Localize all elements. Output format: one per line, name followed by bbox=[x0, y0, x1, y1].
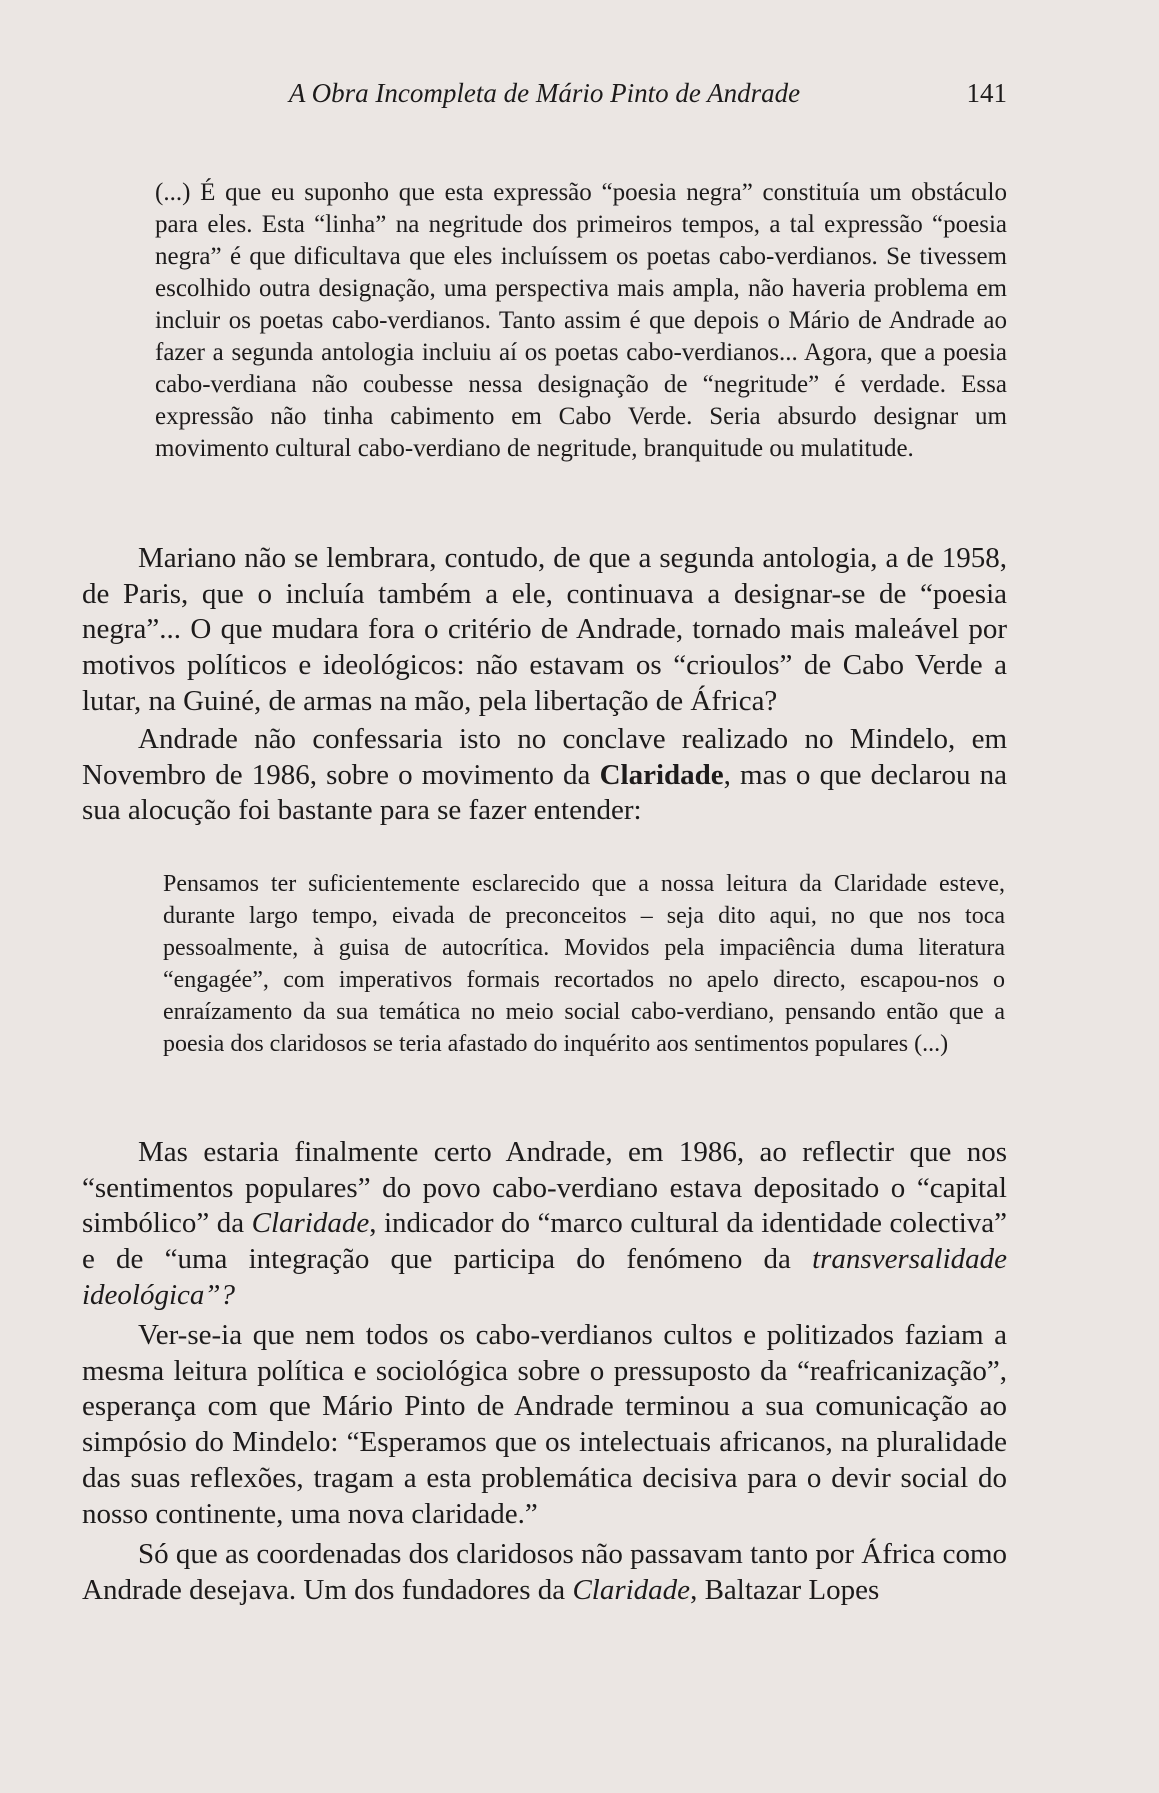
page-number: 141 bbox=[966, 78, 1007, 108]
block-quote-mariano: (...) É que eu suponho que esta expressão “poesia negra” constituía um obstáculo para eles. Esta “linha” na negritude dos primeiros tempos, a tal expressão “poesia negra” é que dificultava que eles incluíssem os poetas cabo-verdianos. Se tivessem escolhido outra designação, uma perspectiva mais ampla, não haveria problema em incluir os poetas cabo-verdianos. Tanto assim é que depois o Mário de Andrade ao fazer a segunda antologia incluiu aí os poetas cabo-verdianos... Agora, que a poesia cabo-verdiana não coubesse nessa designação de “negritude” é verdade. Essa expressão não tinha cabimento em Cabo Verde. Seria absurdo designar um movimento cultural cabo-verdiano de negritude, branquitude ou mulatitude. bbox=[155, 179, 1007, 462]
paragraph-text: Andrade não confessaria isto no conclave realizado no Mindelo, em Novembro de 1986, sobre o movimento da bbox=[82, 723, 1007, 791]
transversalidade-italic: transversalidade ideológica”? bbox=[82, 1243, 1007, 1311]
paragraph-text: , Baltazar Lopes bbox=[690, 1573, 880, 1606]
claridade-bold: Claridade bbox=[599, 758, 724, 791]
paragraph-capital-simbolico bbox=[82, 1135, 1007, 1314]
paragraph-andrade-conclave bbox=[82, 722, 1007, 829]
paragraph-text: , indicador do “marco cultural da identidade colectiva” e de “uma integração que participa do fenómeno da bbox=[82, 1207, 1007, 1276]
claridade-italic: Claridade bbox=[251, 1207, 370, 1240]
block-quote-andrade: Pensamos ter suficientemente esclarecido que a nossa leitura da Claridade esteve, durante largo tempo, eivada de preconceitos – seja dito aqui, no que nos toca pessoalmente, à guisa de autocrítica. Movidos pela impaciência duma literatura “engagée”, com imperativos formais recortados no apelo directo, escapou-nos o enraízamento da sua temática no meio social cabo-verdiano, pensando então que a poesia dos claridosos se teria afastado do inquérito aos sentimentos populares (...) bbox=[163, 871, 1005, 1057]
paragraph-text: , mas o que declarou na sua alocução foi bastante para se fazer entender: bbox=[82, 758, 1007, 827]
paragraph-text: Só que as coordenadas dos claridosos não passavam tanto por África como Andrade desejava. Um dos fundadores da bbox=[82, 1538, 1007, 1606]
paragraph-coordenadas bbox=[82, 1537, 1007, 1608]
paragraph-mariano: Mariano não se lembrara, contudo, de que a segunda antologia, a de 1958, de Paris, que o incluía também a ele, continuava a designar-se de “poesia negra”... O que mudara fora o critério de Andrade, tornado mais maleável por motivos políticos e ideológicos: não estavam os “crioulos” de Cabo Verde a lutar, na Guiné, de armas na mão, pela libertação de África? bbox=[82, 542, 1007, 717]
claridade-italic: Claridade bbox=[572, 1573, 691, 1606]
paragraph-reafricanizacao: Ver-se-ia que nem todos os cabo-verdianos cultos e politizados faziam a mesma leitura política e sociológica sobre o pressuposto da “reafricanização”, esperança com que Mário Pinto de Andrade terminou a sua comunicação ao simpósio do Mindelo: “Esperamos que os intelectuais africanos, na pluralidade das suas reflexões, tragam a esta problemática decisiva para o devir social do nosso continente, uma nova claridade.” bbox=[82, 1319, 1007, 1530]
paragraph-text: Mas estaria finalmente certo Andrade, em 1986, ao reflectir que nos “sentimentos populares” do povo cabo-verdiano estava depositado o “capital simbólico” da bbox=[82, 1136, 1007, 1240]
running-title: A Obra Incompleta de Mário Pinto de Andrade bbox=[288, 78, 801, 108]
running-header bbox=[82, 78, 1007, 114]
